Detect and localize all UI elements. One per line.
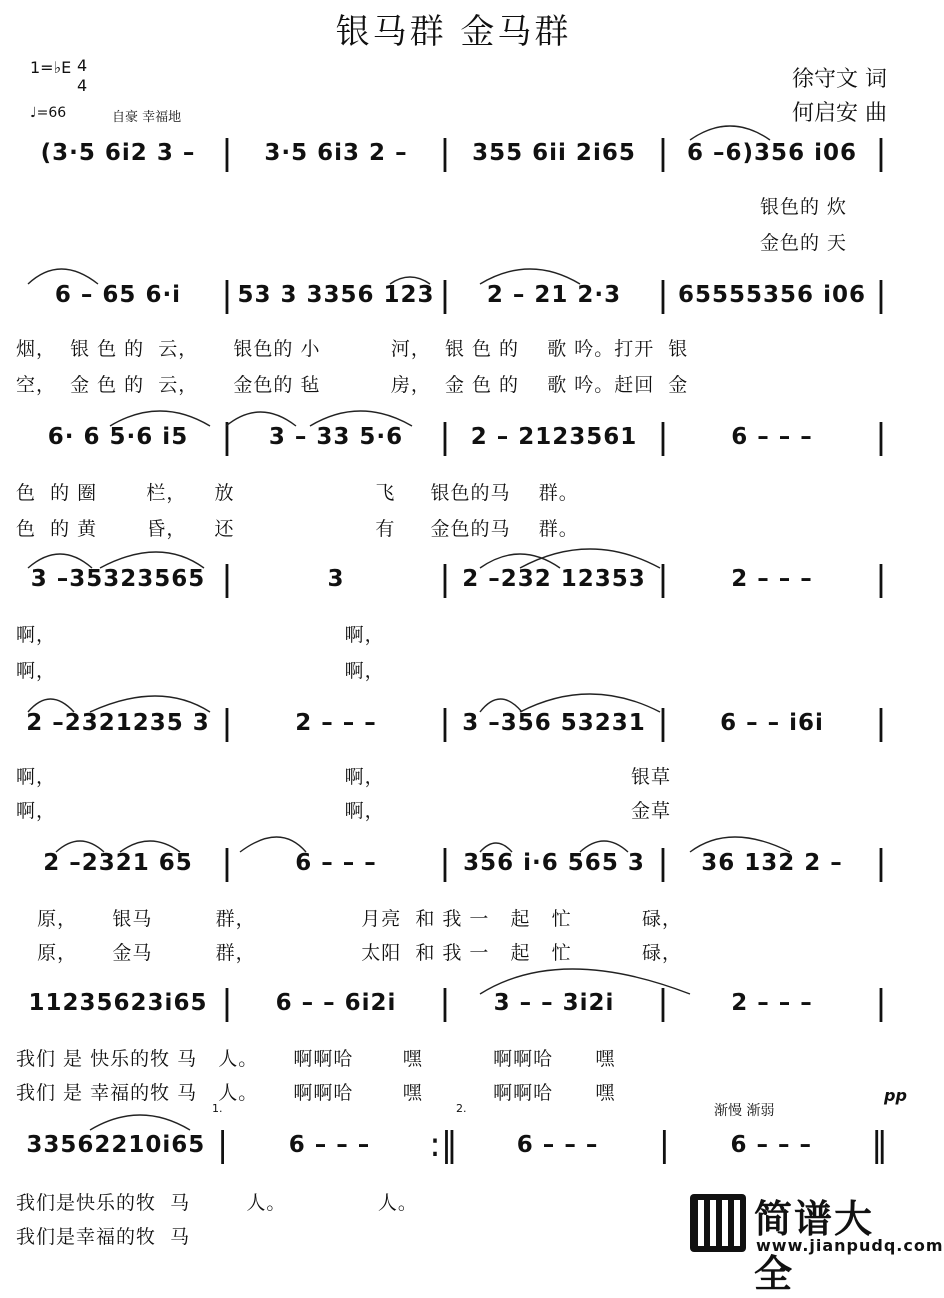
measure: 33562210i65 xyxy=(26,1132,206,1158)
lyric-row-5a: 啊， 啊， 银草 xyxy=(16,766,672,788)
measure: 2 –2321235 3 xyxy=(26,710,210,736)
lyric-row-1b: 金色的 天 xyxy=(760,232,848,254)
measure: 36 132 2 – xyxy=(701,850,843,876)
time-top: 4 xyxy=(77,56,88,75)
style-note: 自豪 幸福地 xyxy=(112,110,182,125)
song-title: 银马群 金马群 xyxy=(335,12,572,52)
site-logo xyxy=(690,1190,944,1296)
notation-row-7: 11235623i65 | 6 – – 6i2i | 3 – – 3i2i | 2 – – – | xyxy=(16,980,888,1026)
logo-url: www.jianpudq.com xyxy=(756,1236,944,1255)
measure: 3 – 33 5·6 xyxy=(268,424,404,450)
piano-keys-icon xyxy=(690,1194,746,1252)
measure: 6 – – – xyxy=(516,1132,599,1158)
measure: 2 –2321 65 xyxy=(43,850,193,876)
composer-credit: 何启安 曲 xyxy=(792,101,887,126)
measure: 6 – – – xyxy=(288,1132,371,1158)
lyric-row-6a: 原， 银马 群， 月亮 和 我 一 起 忙 碌， xyxy=(16,908,683,930)
measure: 356 i·6 565 3 xyxy=(463,850,645,876)
lyricist-credit: 徐守文 词 xyxy=(792,67,887,92)
volta-second-ending: 2. xyxy=(456,1102,467,1115)
measure: 53 3 3356 123 xyxy=(237,282,435,308)
measure: 6 – 65 6·i xyxy=(54,282,182,308)
lyric-row-2a: 烟， 银 色 的 云， 银色的 小 河， 银 色 的 歌 吟。打开 银 xyxy=(16,338,689,360)
tempo-mark: ♩=66 xyxy=(30,105,67,121)
lyric-row-2b: 空， 金 色 的 云， 金色的 毡 房， 金 色 的 歌 吟。赶回 金 xyxy=(16,374,689,396)
lyric-row-8b: 我们是幸福的牧 马 xyxy=(16,1226,191,1248)
measure: 6 – – i6i xyxy=(720,710,824,736)
lyric-row-7b: 我们 是 幸福的牧 马 人。 啊啊哈 嘿 啊啊哈 嘿 xyxy=(16,1082,616,1104)
measure: 65555356 i06 xyxy=(678,282,866,308)
measure: 2 – 21 2·3 xyxy=(486,282,622,308)
notation-row-8: 33562210i65 | 6 – – – :‖ 6 – – – | 6 – – – ‖ xyxy=(16,1122,888,1168)
measure: 6· 6 5·6 i5 xyxy=(47,424,189,450)
measure: 355 6ii 2i65 xyxy=(472,140,636,166)
notation-row-4: 3 –35323565 | 3 | 2 –232 12353 | 2 – – – | xyxy=(16,556,888,602)
lyric-row-1a: 银色的 炊 xyxy=(760,196,848,218)
logo-brand: 简谱大全 xyxy=(754,1197,875,1296)
expression-mark: 渐慢 渐弱 xyxy=(714,1103,775,1119)
time-signature xyxy=(77,56,87,96)
measure: 3·5 6i3 2 – xyxy=(264,140,408,166)
key-label: 1=♭E xyxy=(30,58,72,77)
lyric-row-6b: 原， 金马 群， 太阳 和 我 一 起 忙 碌， xyxy=(16,942,683,964)
measure: 6 – – – xyxy=(295,850,377,876)
measure: 6 –6)356 i06 xyxy=(687,140,857,166)
lyric-row-4a: 啊， 啊， xyxy=(16,624,385,646)
measure: 11235623i65 xyxy=(28,990,208,1016)
measure: 6 – – – xyxy=(731,424,813,450)
key-signature xyxy=(30,56,88,95)
measure: 2 – – – xyxy=(295,710,377,736)
measure: 2 – – – xyxy=(731,990,813,1016)
notation-row-5: 2 –2321235 3 | 2 – – – | 3 –356 53231 | 6 – – i6i | xyxy=(16,700,888,746)
notation-row-3: 6· 6 5·6 i5 | 3 – 33 5·6 | 2 – 2123561 | 6 – – – | xyxy=(16,414,888,460)
lyric-row-3a: 色 的 圈 栏， 放 飞 银色的马 群。 xyxy=(16,482,579,504)
notation-row-6: 2 –2321 65 | 6 – – – | 356 i·6 565 3 | 36 132 2 – | xyxy=(16,840,888,886)
measure: (3·5 6i2 3 – xyxy=(40,140,196,166)
measure: 3 xyxy=(327,566,345,592)
lyric-row-3b: 色 的 黄 昏， 还 有 金色的马 群。 xyxy=(16,518,579,540)
volta-first-ending: 1. xyxy=(212,1102,223,1115)
time-bottom: 4 xyxy=(77,76,88,95)
lyric-row-4b: 啊， 啊， xyxy=(16,660,385,682)
notation-row-2: 6 – 65 6·i | 53 3 3356 123 | 2 – 21 2·3 | 65555356 i06 | xyxy=(16,272,888,318)
measure: 3 – – 3i2i xyxy=(493,990,615,1016)
measure: 2 – – – xyxy=(731,566,813,592)
measure: 2 –232 12353 xyxy=(462,566,646,592)
measure: 2 – 2123561 xyxy=(470,424,638,450)
lyric-row-5b: 啊， 啊， 金草 xyxy=(16,800,672,822)
notation-row-1: (3·5 6i2 3 – | 3·5 6i3 2 – | 355 6ii 2i65 | 6 –6)356 i06 | xyxy=(16,130,888,176)
lyric-row-7a: 我们 是 快乐的牧 马 人。 啊啊哈 嘿 啊啊哈 嘿 xyxy=(16,1048,616,1070)
measure: 6 – – – xyxy=(730,1132,812,1158)
dynamic-mark: pp xyxy=(884,1086,907,1105)
measure: 3 –356 53231 xyxy=(462,710,646,736)
lyric-row-8a: 我们是快乐的牧 马 人。 人。 xyxy=(16,1192,418,1214)
measure: 6 – – 6i2i xyxy=(275,990,397,1016)
measure: 3 –35323565 xyxy=(30,566,206,592)
